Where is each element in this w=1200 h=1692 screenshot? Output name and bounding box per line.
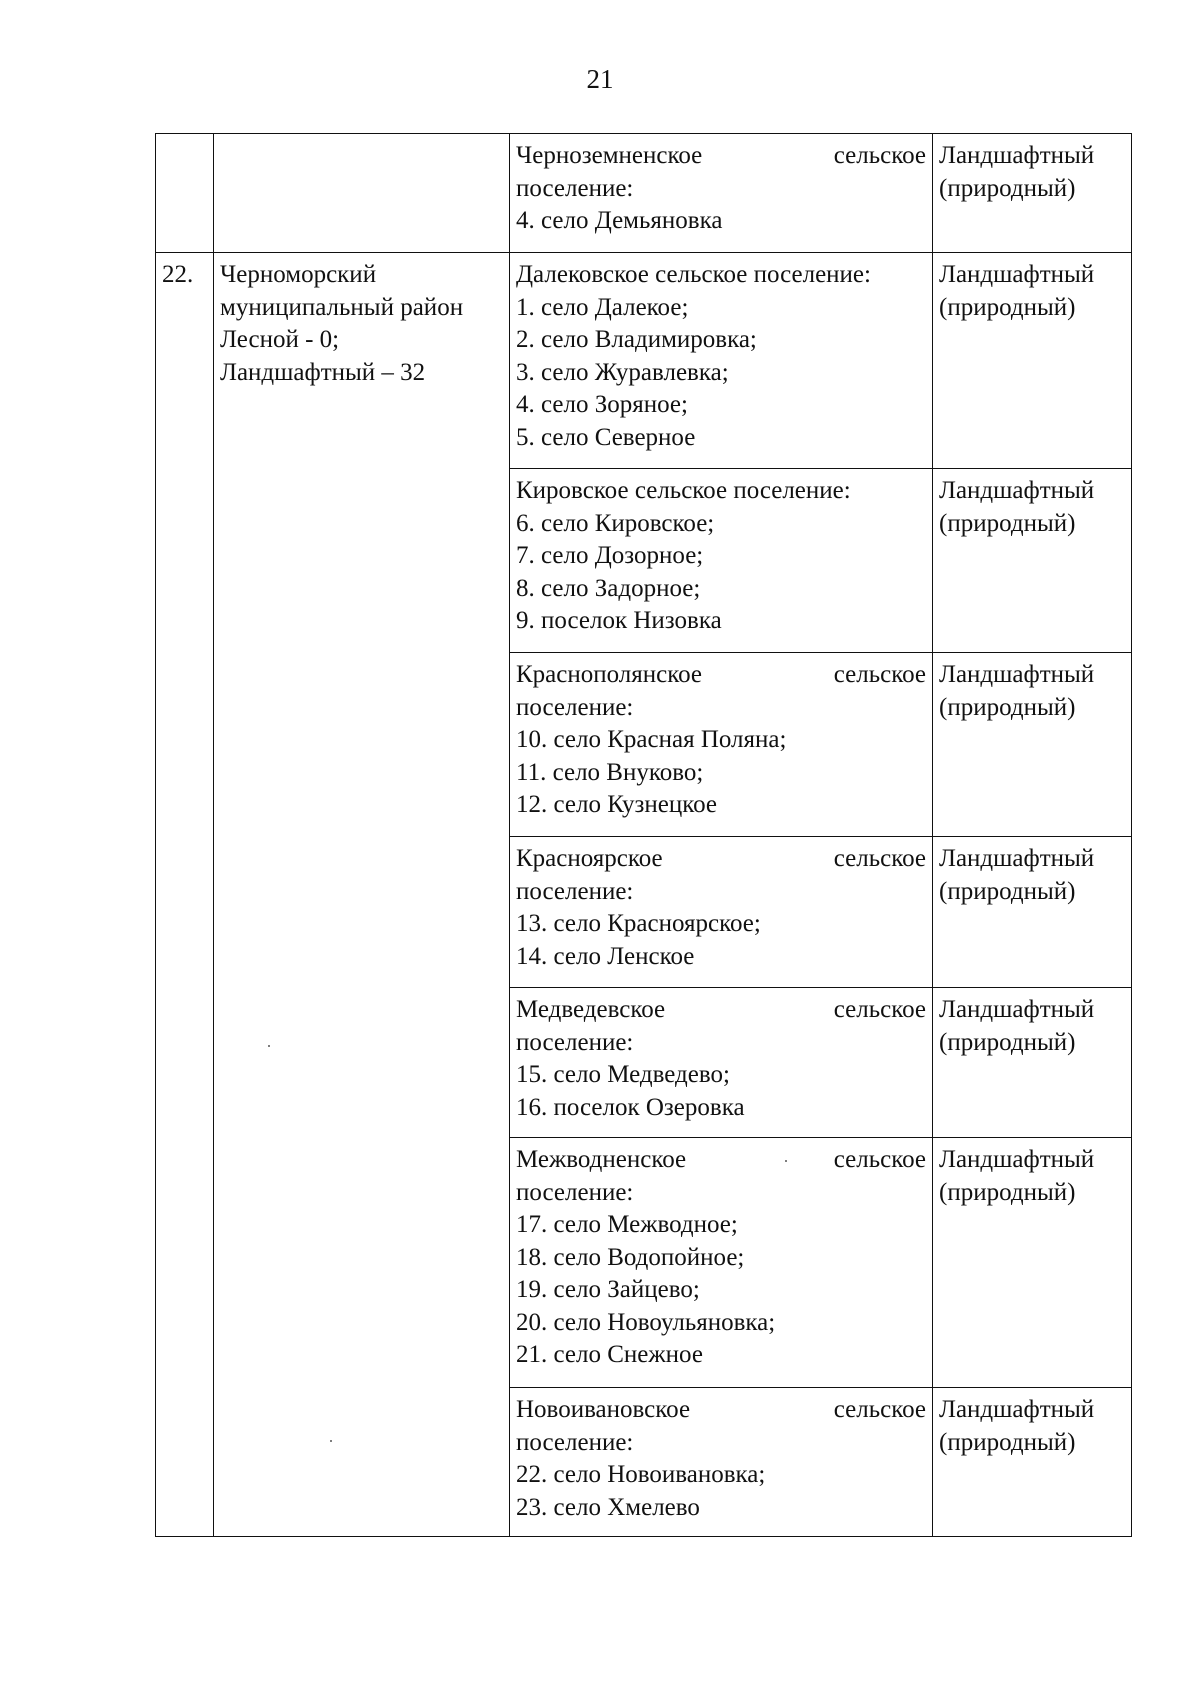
- village-item: 22. село Новоивановка;: [516, 1461, 766, 1488]
- type-label: Ландшафтный: [939, 142, 1095, 169]
- district-line: Лесной - 0;: [220, 326, 340, 353]
- type-cell: [933, 253, 1132, 469]
- village-item: 15. село Медведево;: [516, 1061, 730, 1088]
- settlement-name-line: [516, 843, 926, 876]
- page-number: 21: [586, 64, 614, 94]
- settlement-cell: [510, 1138, 933, 1388]
- type-cell: [933, 988, 1132, 1138]
- settlement-name-suffix: сельское: [833, 661, 926, 688]
- row-number: 22.: [162, 261, 194, 288]
- type-subtitle: (природный): [939, 1028, 1076, 1056]
- settlement-cell: [510, 837, 933, 988]
- village-item: 3. село Журавлевка;: [516, 358, 729, 386]
- village-item: 4. село Зоряное;: [516, 391, 688, 418]
- type-subtitle: (природный): [939, 1178, 1076, 1206]
- type-label: Ландшафтный: [939, 661, 1095, 688]
- settlement-name: Новоивановское: [516, 1396, 691, 1423]
- settlement-name-suffix: сельское: [833, 1396, 926, 1423]
- type-label: Ландшафтный: [939, 845, 1095, 872]
- settlement-name-line: [516, 1394, 926, 1427]
- village-item: 9. поселок Низовка: [516, 607, 722, 634]
- settlement-cell: [510, 469, 933, 653]
- settlement-name-suffix: сельское: [833, 142, 926, 169]
- village-item: 1. село Далекое;: [516, 293, 689, 321]
- village-item: 8. село Задорное;: [516, 574, 701, 602]
- scan-speck: [268, 1045, 270, 1047]
- village-item: 16. поселок Озеровка: [516, 1093, 745, 1121]
- district-line: Черноморский: [220, 261, 377, 288]
- table-row: [156, 253, 1132, 469]
- village-item: 20. село Новоульяновка;: [516, 1308, 776, 1336]
- type-cell: [933, 134, 1132, 253]
- type-label: Ландшафтный: [939, 1146, 1095, 1173]
- village-item: 14. село Ленское: [516, 942, 695, 970]
- settlement-name: Красноярское: [516, 845, 663, 872]
- village-item: 11. село Внуково;: [516, 758, 704, 786]
- type-cell: [933, 837, 1132, 988]
- village-item: 19. село Зайцево;: [516, 1276, 700, 1303]
- settlement-cell: [510, 988, 933, 1138]
- type-subtitle: (природный): [939, 693, 1076, 721]
- village-item: 2. село Владимировка;: [516, 326, 757, 353]
- scan-speck: [330, 1440, 332, 1442]
- number-cell: [156, 253, 214, 1537]
- settlement-cell: [510, 1388, 933, 1537]
- type-label: Ландшафтный: [939, 1396, 1095, 1423]
- type-subtitle: (природный): [939, 877, 1076, 905]
- settlement-name-suffix: сельское: [833, 1146, 926, 1173]
- settlement-name-line2: поселение:: [516, 1028, 634, 1056]
- village-item: 4. село Демьяновка: [516, 207, 723, 234]
- type-cell: [933, 1388, 1132, 1537]
- village-item: 12. село Кузнецкое: [516, 791, 718, 818]
- type-cell: [933, 469, 1132, 653]
- type-label: Ландшафтный: [939, 261, 1095, 288]
- settlement-name-line2: поселение:: [516, 693, 634, 721]
- table-row: [156, 134, 1132, 253]
- type-label: Ландшафтный: [939, 477, 1095, 504]
- type-cell: [933, 653, 1132, 837]
- settlements-table: [155, 133, 1132, 1537]
- settlement-name: Межводненское: [516, 1146, 687, 1173]
- village-item: 5. село Северное: [516, 423, 696, 451]
- district-cell: [214, 253, 510, 1537]
- settlement-name: Черноземненское: [516, 142, 703, 169]
- village-item: 10. село Красная Поляна;: [516, 726, 787, 753]
- type-label: Ландшафтный: [939, 996, 1095, 1023]
- settlement-header: Далековское сельское поселение:: [516, 261, 871, 288]
- settlement-name-line2: поселение:: [516, 1178, 634, 1206]
- settlement-cell: [510, 253, 933, 469]
- settlement-name-line: [516, 140, 926, 173]
- village-item: 21. село Снежное: [516, 1341, 703, 1368]
- settlement-name-line2: поселение:: [516, 174, 634, 202]
- number-cell: [156, 134, 214, 253]
- settlement-name-line2: поселение:: [516, 877, 634, 905]
- village-item: 17. село Межводное;: [516, 1211, 738, 1238]
- village-item: 7. село Дозорное;: [516, 542, 704, 569]
- village-item: 13. село Красноярское;: [516, 910, 761, 937]
- settlement-name: Медведевское: [516, 996, 666, 1023]
- settlement-cell: [510, 134, 933, 253]
- scan-speck: [785, 1160, 787, 1162]
- district-cell: [214, 134, 510, 253]
- settlement-name-line2: поселение:: [516, 1428, 634, 1456]
- type-cell: [933, 1138, 1132, 1388]
- village-item: 18. село Водопойное;: [516, 1243, 745, 1271]
- settlement-name-line: [516, 659, 926, 692]
- settlement-name-suffix: сельское: [833, 845, 926, 872]
- type-subtitle: (природный): [939, 1428, 1076, 1456]
- village-item: 23. село Хмелево: [516, 1493, 700, 1521]
- village-item: 6. село Кировское;: [516, 509, 715, 537]
- type-subtitle: (природный): [939, 509, 1076, 537]
- settlement-name-line: [516, 994, 926, 1027]
- settlement-name-line: [516, 1144, 926, 1177]
- settlement-cell: [510, 653, 933, 837]
- type-subtitle: (природный): [939, 293, 1076, 321]
- district-line: Ландшафтный – 32: [220, 358, 426, 386]
- settlement-name-suffix: сельское: [833, 996, 926, 1023]
- settlement-name: Краснополянское: [516, 661, 703, 688]
- settlement-header: Кировское сельское поселение:: [516, 477, 851, 504]
- district-line: муниципальный район: [220, 293, 464, 321]
- type-subtitle: (природный): [939, 174, 1076, 202]
